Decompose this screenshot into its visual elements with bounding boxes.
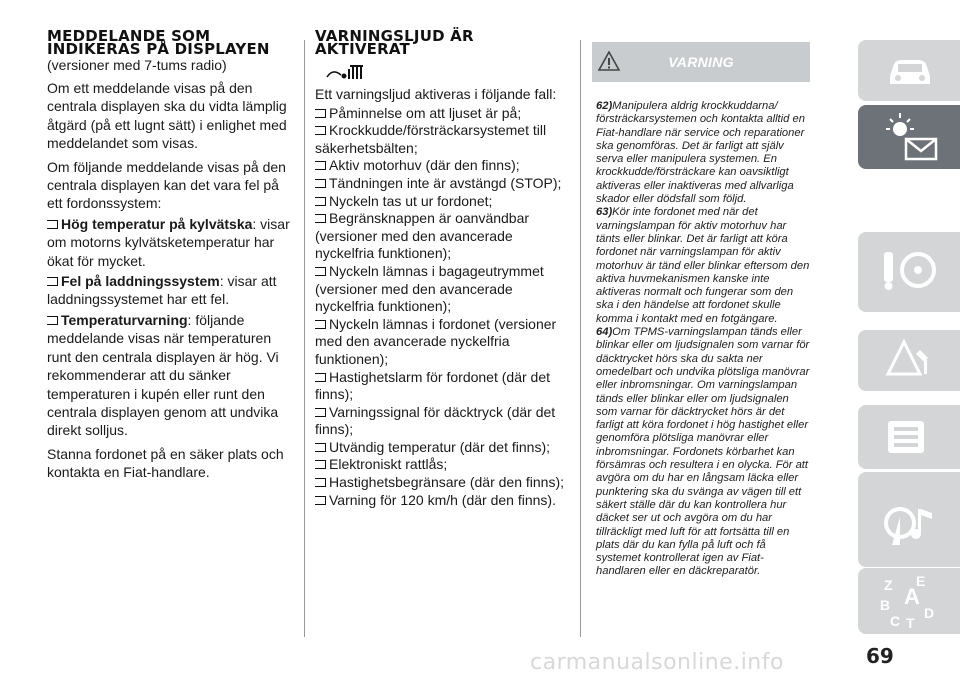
- warning-note: [596, 100, 810, 206]
- list-item: [315, 404, 570, 439]
- bullet-icon: [315, 126, 326, 135]
- left-column: [47, 27, 293, 482]
- list-item: [315, 157, 570, 175]
- note-number: 63): [596, 206, 613, 219]
- bullet-icon: [47, 277, 58, 286]
- bullet-icon: [315, 267, 326, 276]
- svg-text:D: D: [924, 605, 935, 621]
- item-text: Hastighetslarm för fordonet (där det finns);: [315, 368, 550, 403]
- svg-text:A: A: [904, 584, 920, 609]
- note-text: Kör inte fordonet med när det varningslampan för aktiv motorhuv har tänts eller blinkar. Det är farligt att köra fordonet när varningslampan för aktiv motorhuv är tänd eller blinkar eftersom den aktiva huvmekanismen kanske inte aktiveras normalt och fungerar som den ska i den händelse att fordonet skulle komma i kontakt med en fotgängare.: [596, 206, 810, 325]
- note-number: 64): [596, 326, 613, 339]
- section-subheading: (versioner med 7-tums radio): [47, 57, 227, 73]
- bullet-icon: [315, 460, 326, 469]
- item-text: Påminnelse om att ljuset är på;: [329, 104, 522, 121]
- tools-icon: [880, 411, 940, 461]
- key-steering-icon: [880, 238, 942, 302]
- bullet-icon: [315, 109, 326, 118]
- middle-column: [315, 27, 570, 509]
- list-item: [315, 316, 570, 369]
- list-item: [47, 272, 293, 309]
- bullet-icon: [315, 408, 326, 417]
- warning-triangle-icon: [880, 336, 940, 384]
- list-item: [47, 311, 293, 440]
- media-icon: [880, 497, 942, 561]
- item-text: Elektroniskt rattlås;: [329, 456, 448, 473]
- list-item: [315, 369, 570, 404]
- section-heading: MEDDELANDE SOM INDIKERAS PÅ DISPLAYEN: [47, 27, 270, 58]
- bullet-icon: [47, 220, 58, 229]
- side-tab-maintenance[interactable]: [858, 405, 960, 469]
- item-text: Varningssignal för däcktryck (där det finns);: [315, 403, 556, 438]
- bullet-icon: [315, 443, 326, 452]
- list-item: [315, 193, 570, 211]
- item-title: Hög temperatur på kylvätska: [61, 215, 253, 232]
- svg-text:Z: Z: [884, 577, 893, 593]
- item-title: Temperaturvarning: [61, 311, 188, 328]
- item-text: Nyckeln tas ut ur fordonet;: [329, 192, 493, 209]
- bullet-icon: [315, 179, 326, 188]
- bullet-icon: [47, 316, 58, 325]
- column-divider: [304, 40, 305, 637]
- alphabet-index-icon: [880, 574, 944, 634]
- bullet-icon: [315, 320, 326, 329]
- item-text: : följande meddelande visas när temperaturen runt den centrala displayen är hög. Vi rekommenderar att du sänker temperaturen i kupén eller runt den centrala displayen genom att undvika direkt solljus.: [47, 311, 279, 439]
- item-text: Begränsknappen är oanvändbar (versioner med den avancerade nyckelfria funktionen);: [315, 210, 530, 262]
- item-text: Tändningen inte är avstängd (STOP);: [329, 174, 562, 191]
- item-text: Nyckeln lämnas i fordonet (versioner med den avancerade nyckelfria funktionen);: [315, 315, 557, 367]
- side-tab-warning-lights[interactable]: [858, 105, 960, 169]
- item-text: Varning för 120 km/h (där den finns).: [329, 491, 556, 508]
- paragraph: Stanna fordonet på en säker plats och kontakta en Fiat-handlare.: [47, 445, 284, 481]
- svg-text:C: C: [890, 613, 901, 629]
- svg-text:B: B: [880, 597, 891, 613]
- warning-header: [592, 42, 810, 82]
- note-text: Manipulera aldrig krockkuddarna/ försträckarsystemen och kontakta alltid en Fiat-handlare när service och reparationer ska genomföras. Det är farligt att själv serva eller manipulera systemen. En krockkudde/försträckare kan oavsiktligt aktiveras eller inaktiveras med allvarliga skador eller dödsfall som följd.: [596, 100, 805, 206]
- list-item: [315, 456, 570, 474]
- bullet-icon: [315, 214, 326, 223]
- warning-note: [596, 206, 810, 326]
- item-title: Fel på laddningssystem: [61, 273, 220, 290]
- paragraph: Om följande meddelande visas på den centrala displayen kan det vara fel på ett fordonssystem:: [47, 158, 286, 212]
- warning-note: [596, 326, 810, 579]
- warning-sound-list: [315, 86, 570, 509]
- side-tab-multimedia[interactable]: [858, 491, 960, 567]
- bullet-icon: [315, 478, 326, 487]
- note-text: Om TPMS-varningslampan tänds eller blinkar eller om ljudsignalen som varnar för däcktrycket hörs ska du sakta ner omedelbart och undvika plötsliga manövrar eller inbromsningar. Om varningslampan tänds eller blinkar eller om ljudsignalen som varnar för däcktrycket hörs är det farligt att köra fordonet i hög hastighet eller genomföra plötsliga manövrar eller inbromsningar. Fordonets körbarhet kan försämras och resultera i en olycka. För att avgöra om du har en långsam läcka eller punktering ska du svänga av vägen till ett säkert ställe där du kan kontrollera hur däcket ser ut och avgöra om du har tillräckligt med luft för att fortsätta till en plats där du kan fylla på luft och få systemet kontrollerat igen av Fiat-handlaren eller en däckreparatör.: [596, 326, 810, 578]
- side-tab-emergency[interactable]: [858, 330, 960, 391]
- list-intro: Ett varningsljud aktiveras i följande fall:: [315, 86, 557, 102]
- svg-text:E: E: [916, 574, 926, 589]
- item-text: Aktiv motorhuv (där den finns);: [329, 157, 520, 174]
- bullet-icon: [315, 373, 326, 382]
- list-item: [315, 210, 570, 263]
- paragraph: Om ett meddelande visas på den centrala displayen ska du vidta lämplig åtgärd (på ett lugnt sätt) i enlighet med meddelandet som visas.: [47, 80, 287, 152]
- item-text: : visar om motorns kylvätsketemperatur har ökat för mycket.: [47, 215, 290, 269]
- bullet-icon: [315, 197, 326, 206]
- side-tab-index[interactable]: [858, 568, 960, 634]
- note-number: 62): [596, 100, 613, 112]
- warning-notes: [596, 100, 810, 579]
- footer-watermark: carmanualsonline.info: [530, 650, 784, 675]
- list-item: [315, 175, 570, 193]
- list-item: [315, 439, 570, 457]
- list-item: [315, 105, 570, 123]
- bullet-icon: [315, 496, 326, 505]
- column-divider: [580, 40, 581, 637]
- item-text: Hastighetsbegränsare (där den finns);: [329, 474, 565, 491]
- car-icon: [880, 46, 940, 94]
- sound-signal-icon: [325, 64, 371, 80]
- warning-light-envelope-icon: [880, 111, 942, 167]
- list-item: [315, 492, 570, 510]
- page-number: 69: [866, 644, 894, 668]
- svg-text:T: T: [906, 615, 915, 631]
- bullet-icon: [315, 161, 326, 170]
- item-text: : visar att laddningssystemet har ett fel.: [47, 273, 277, 308]
- list-item: [315, 474, 570, 492]
- item-text: Nyckeln lämnas i bagageutrymmet (versioner med den avancerade nyckelfria funktionen);: [315, 262, 544, 315]
- item-text: Krockkudde/försträckarsystemet till säkerhetsbälten;: [315, 122, 547, 156]
- list-item: [315, 122, 570, 157]
- warning-title: VARNING: [668, 54, 734, 70]
- list-item: [47, 215, 293, 270]
- item-text: Utvändig temperatur (där det finns);: [329, 438, 550, 455]
- list-item: [315, 263, 570, 316]
- side-tab-car[interactable]: [858, 40, 960, 101]
- section-heading: VARNINGSLJUD ÄR AKTIVERAT: [315, 27, 474, 58]
- side-tab-safety[interactable]: [858, 232, 960, 312]
